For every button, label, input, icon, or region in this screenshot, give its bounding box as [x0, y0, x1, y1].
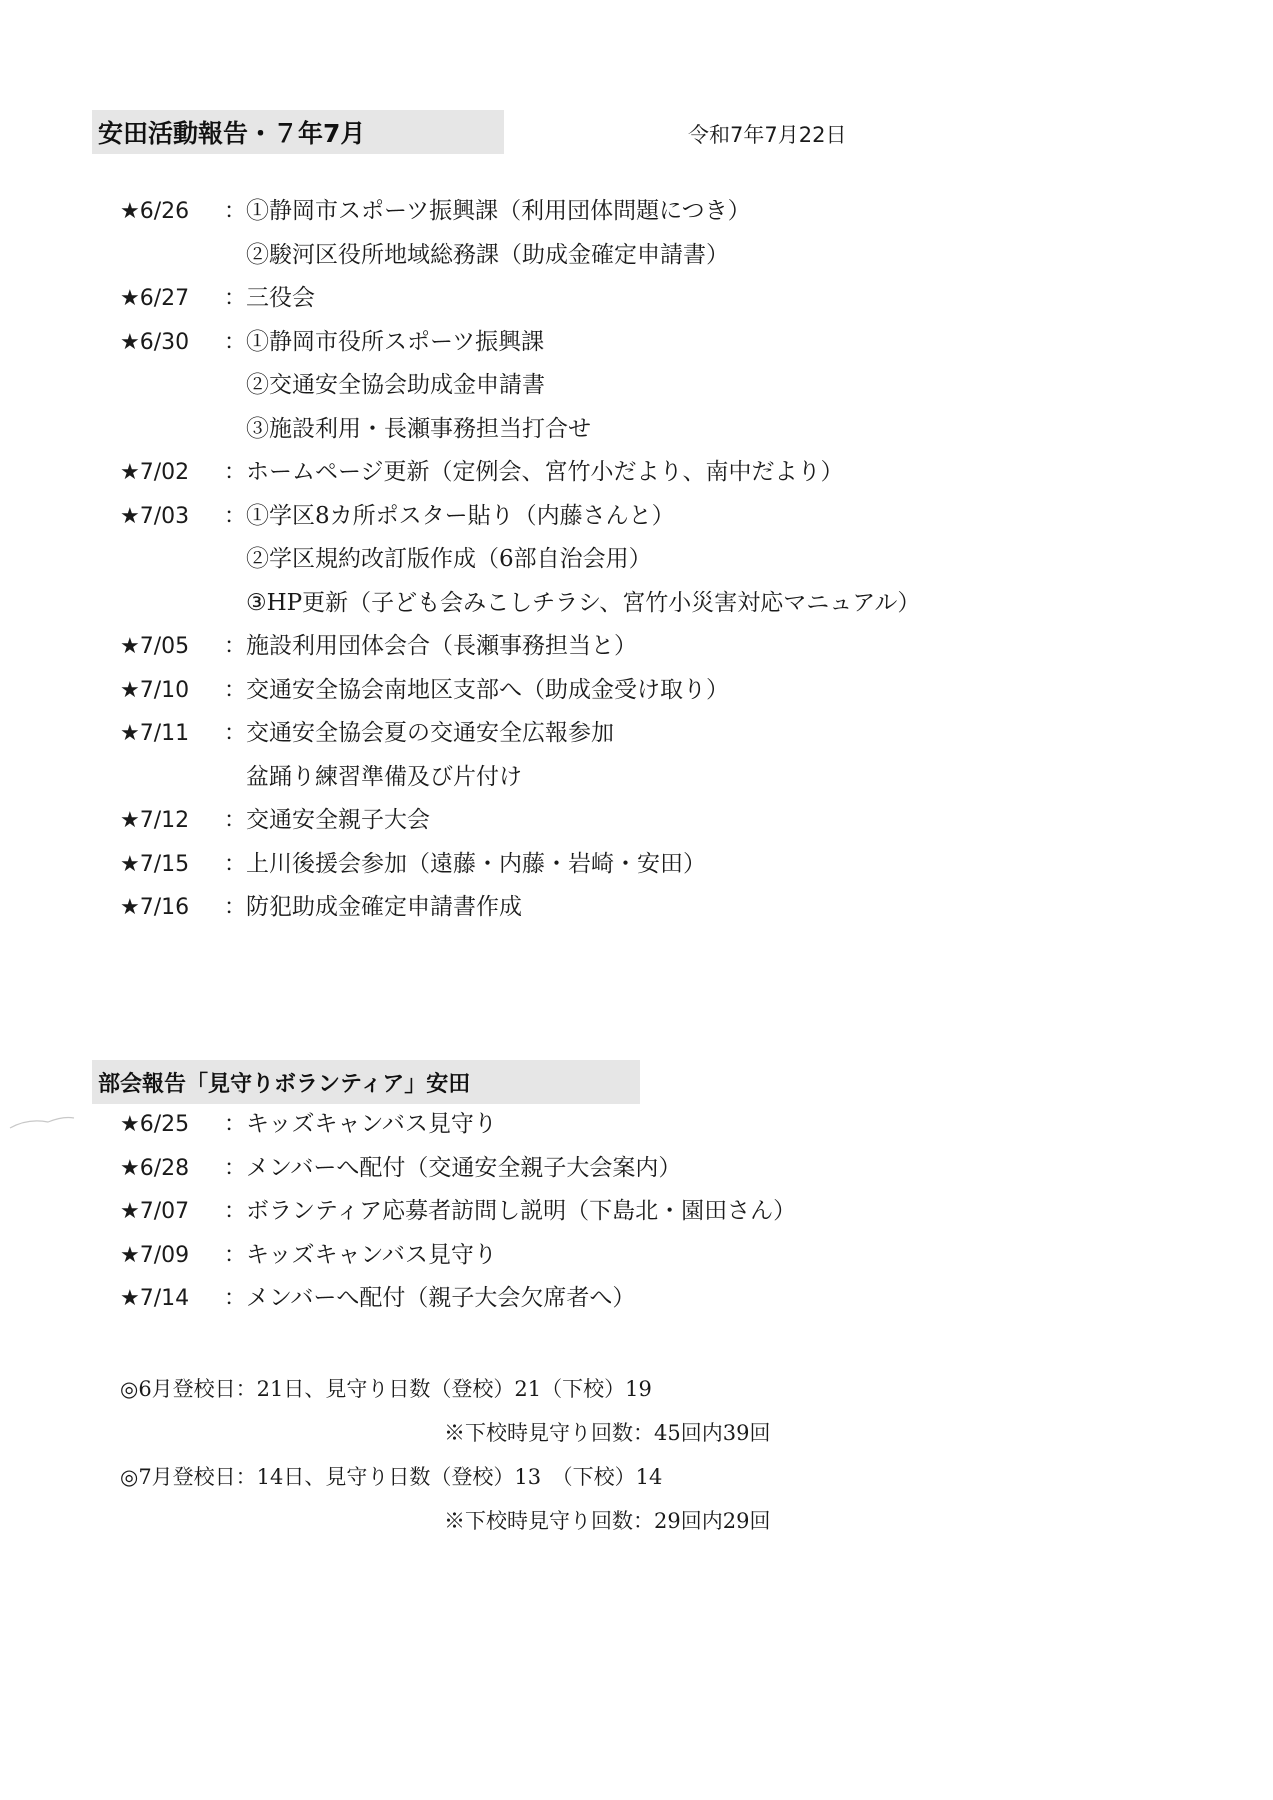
volunteer-report-title-text: 部会報告「見守りボランティア」安田 [98, 1071, 471, 1097]
entry-separator: ： [224, 721, 247, 746]
entry-date: ★7/09 [120, 1242, 190, 1268]
entry-separator: ： [224, 851, 247, 877]
activity-entry [120, 712, 920, 799]
entry-line: ③HP更新（子ども会みこしチラシ、宮竹小災害対応マニュアル） [246, 589, 921, 616]
entry-date: ★6/25 [120, 1112, 190, 1137]
entry-line: メンバーへ配付（親子大会欠席者へ） [246, 1285, 636, 1311]
entry-separator: ： [224, 808, 247, 833]
entry-line: ②学区規約改訂版作成（6部自治会用） [246, 546, 652, 572]
entry-date: ★6/28 [120, 1155, 190, 1181]
entry-line: 防犯助成金確定申請書作成 [246, 894, 522, 920]
entry-line: キッズキャンバス見守り [246, 1241, 497, 1268]
entry-line: 施設利用団体会合（長瀬事務担当と） [246, 633, 637, 659]
entry-lines [246, 1234, 497, 1278]
entry-separator: ： [224, 460, 247, 485]
entry-date: ★7/11 [120, 721, 190, 746]
entry-line: 上川後援会参加（遠藤・内藤・岩崎・安田） [246, 850, 706, 877]
volunteer-entry [120, 1103, 796, 1147]
entry-line: メンバーへ配付（交通安全親子大会案内） [246, 1154, 682, 1181]
entry-lines [246, 321, 591, 452]
entry-line: 交通安全協会南地区支部へ（助成金受け取り） [246, 676, 729, 703]
entry-lines [246, 625, 637, 669]
entry-date: ★7/12 [120, 808, 190, 833]
entry-lines [246, 886, 522, 930]
entry-line: ①静岡市スポーツ振興課（利用団体問題につき） [246, 198, 751, 224]
entry-date: ★7/10 [120, 677, 190, 703]
entry-date: ★7/02 [120, 460, 190, 485]
entry-lines [246, 451, 844, 495]
entry-separator: ： [224, 329, 247, 355]
entry-separator: ： [224, 634, 247, 659]
entry-separator: ： [224, 1112, 247, 1137]
volunteer-report-title [92, 1060, 640, 1104]
entry-line: 交通安全親子大会 [246, 807, 430, 833]
volunteer-list [120, 1103, 796, 1321]
activity-report-title-text: 安田活動報告・７年7月 [98, 119, 366, 148]
entry-line: ボランティア応募者訪問し説明（下島北・園田さん） [246, 1198, 797, 1224]
entry-line: 三役会 [246, 285, 315, 311]
entry-line: ホームページ更新（定例会、宮竹小だより、南中だより） [246, 459, 844, 485]
entry-separator: ： [224, 677, 247, 703]
activity-entry [120, 886, 920, 930]
entry-lines [246, 1147, 681, 1191]
entry-lines [246, 277, 315, 321]
entry-lines [246, 1277, 635, 1321]
entry-line: 交通安全協会夏の交通安全広報参加 [246, 720, 614, 746]
entry-separator: ： [224, 286, 247, 311]
volunteer-entry [120, 1147, 796, 1191]
entry-separator: ： [224, 1199, 247, 1224]
volunteer-entry [120, 1190, 796, 1234]
entry-line: ②交通安全協会助成金申請書 [246, 372, 545, 398]
entry-date: ★7/03 [120, 503, 190, 529]
entry-lines [246, 190, 751, 277]
entry-date: ★7/15 [120, 851, 190, 877]
report-date: 令和7年7月22日 [688, 123, 847, 147]
entry-lines [246, 495, 920, 626]
entry-date: ★7/16 [120, 895, 190, 920]
entry-date: ★7/14 [120, 1286, 190, 1311]
activity-entry [120, 451, 920, 495]
activity-list [120, 190, 920, 930]
entry-separator: ： [224, 1242, 247, 1268]
scan-mark [8, 1108, 78, 1132]
stat-summary-june: ◎6月登校日：21日、見守り日数（登校）21（下校）19 [120, 1377, 652, 1401]
activity-entry [120, 277, 920, 321]
stat-summary-july: ◎7月登校日：14日、見守り日数（登校）13 （下校）14 [120, 1465, 663, 1489]
entry-separator: ： [224, 503, 247, 529]
entry-separator: ： [224, 1155, 247, 1181]
activity-entry [120, 190, 920, 277]
entry-separator: ： [224, 199, 247, 224]
entry-line: ②駿河区役所地域総務課（助成金確定申請書） [246, 241, 729, 268]
stat-note-july: ※下校時見守り回数：29回内29回 [444, 1509, 771, 1533]
activity-entry [120, 799, 920, 843]
activity-entry [120, 843, 920, 887]
entry-line: 盆踊り練習準備及び片付け [246, 763, 522, 790]
entry-lines [246, 799, 430, 843]
activity-entry [120, 495, 920, 626]
activity-entry [120, 321, 920, 452]
entry-date: ★6/30 [120, 329, 190, 355]
volunteer-entry [120, 1234, 796, 1278]
entry-date: ★7/05 [120, 634, 190, 659]
entry-line: キッズキャンバス見守り [246, 1111, 497, 1137]
attendance-stats [120, 1367, 770, 1543]
entry-date: ★6/27 [120, 286, 190, 311]
entry-lines [246, 1103, 497, 1147]
activity-entry [120, 669, 920, 713]
entry-separator: ： [224, 895, 247, 920]
entry-lines [246, 669, 729, 713]
volunteer-entry [120, 1277, 796, 1321]
entry-lines [246, 843, 706, 887]
activity-entry [120, 625, 920, 669]
entry-lines [246, 1190, 796, 1234]
entry-line: ①静岡市役所スポーツ振興課 [246, 328, 545, 355]
entry-date: ★7/07 [120, 1199, 190, 1224]
entry-line: ①学区8カ所ポスター貼り（内藤さんと） [246, 502, 675, 529]
stat-note-june: ※下校時見守り回数：45回内39回 [444, 1421, 771, 1445]
entry-lines [246, 712, 614, 799]
activity-report-title [92, 110, 504, 154]
entry-separator: ： [224, 1286, 247, 1311]
entry-date: ★6/26 [120, 199, 190, 224]
entry-line: ③施設利用・長瀬事務担当打合せ [246, 415, 591, 442]
